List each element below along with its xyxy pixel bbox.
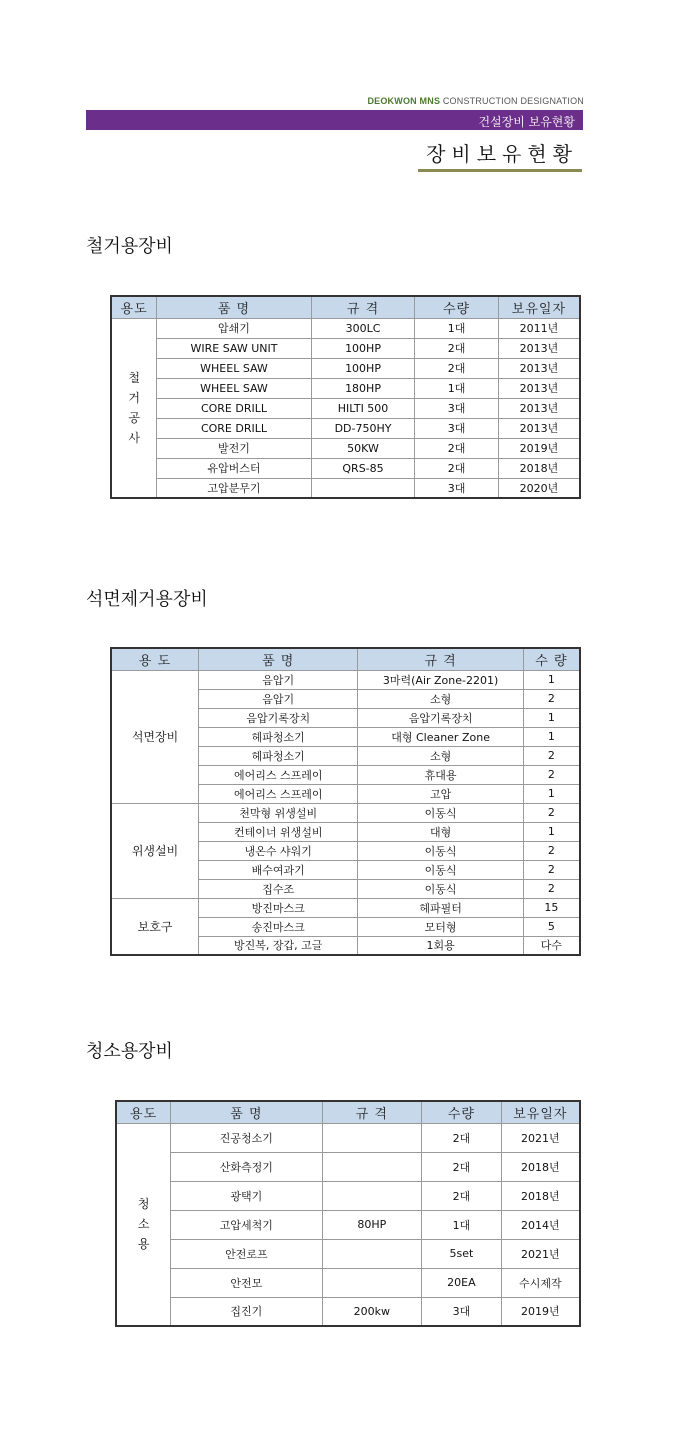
item-name: WHEEL SAW (157, 378, 311, 398)
item-spec: 200kw (322, 1297, 422, 1326)
item-date: 2013년 (498, 358, 580, 378)
item-date: 2018년 (498, 458, 580, 478)
item-qty: 3대 (415, 418, 498, 438)
item-spec: 3마력(Air Zone-2201) (358, 670, 523, 689)
item-date: 수시제작 (501, 1268, 580, 1297)
item-name: 고압분무기 (157, 478, 311, 498)
item-qty: 2 (523, 746, 580, 765)
item-name: 헤파청소기 (199, 746, 358, 765)
item-qty: 2대 (415, 358, 498, 378)
table-row (116, 1297, 580, 1326)
item-spec: 대형 Cleaner Zone (358, 727, 523, 746)
item-name: 안전모 (171, 1268, 322, 1297)
column-header: 품 명 (171, 1101, 322, 1123)
item-spec (322, 1152, 422, 1181)
column-header: 용도 (111, 296, 157, 318)
category-char: 공 (128, 410, 140, 425)
column-header: 보유일자 (501, 1101, 580, 1123)
item-date: 2021년 (501, 1239, 580, 1268)
page-title: 장비보유현황 (418, 138, 582, 172)
item-date: 2019년 (501, 1297, 580, 1326)
column-header: 용도 (116, 1101, 171, 1123)
item-spec: 100HP (311, 358, 415, 378)
item-name: 광택기 (171, 1181, 322, 1210)
item-spec: 180HP (311, 378, 415, 398)
item-spec: DD-750HY (311, 418, 415, 438)
category-cell (111, 318, 157, 498)
item-spec: 이동식 (358, 860, 523, 879)
item-spec (322, 1181, 422, 1210)
column-header: 보유일자 (498, 296, 580, 318)
table-row (116, 1268, 580, 1297)
category-cell: 석면장비 (111, 670, 199, 803)
item-date: 2018년 (501, 1152, 580, 1181)
column-header: 규 격 (311, 296, 415, 318)
brand-line (367, 96, 584, 106)
item-qty: 2 (523, 765, 580, 784)
table-header-row (111, 296, 580, 318)
table-header-row (111, 648, 580, 670)
item-qty: 2대 (422, 1123, 502, 1152)
item-name: 음압기록장치 (199, 708, 358, 727)
section-title-cleaning: 청소용장비 (86, 1041, 173, 1062)
item-spec: 1회용 (358, 936, 523, 955)
category-char: 청 (137, 1197, 150, 1212)
item-spec (322, 1268, 422, 1297)
item-spec: 이동식 (358, 803, 523, 822)
column-header: 수량 (415, 296, 498, 318)
section-title-demolition: 철거용장비 (86, 236, 173, 257)
item-date: 2011년 (498, 318, 580, 338)
item-spec: 음압기록장치 (358, 708, 523, 727)
item-qty: 다수 (523, 936, 580, 955)
item-name: 천막형 위생설비 (199, 803, 358, 822)
item-date: 2014년 (501, 1210, 580, 1239)
item-spec: 50KW (311, 438, 415, 458)
item-spec: 대형 (358, 822, 523, 841)
column-header: 수 량 (523, 648, 580, 670)
item-qty: 20EA (422, 1268, 502, 1297)
item-qty: 1 (523, 670, 580, 689)
category-char: 사 (128, 430, 140, 445)
item-name: WHEEL SAW (157, 358, 311, 378)
item-name: 에어리스 스프레이 (199, 765, 358, 784)
item-name: 집수조 (199, 879, 358, 898)
item-qty: 1 (523, 727, 580, 746)
table-row (116, 1123, 580, 1152)
category-cell: 위생설비 (111, 803, 199, 898)
item-spec: 100HP (311, 338, 415, 358)
item-spec: 모터형 (358, 917, 523, 936)
item-qty: 1대 (415, 318, 498, 338)
brand-tagline: CONSTRUCTION DESIGNATION (442, 96, 584, 106)
item-date: 2013년 (498, 398, 580, 418)
item-qty: 2 (523, 841, 580, 860)
item-qty: 1대 (415, 378, 498, 398)
table-row (111, 318, 580, 338)
item-spec: 휴대용 (358, 765, 523, 784)
item-qty: 2 (523, 689, 580, 708)
item-qty: 3대 (415, 478, 498, 498)
table-header-row (116, 1101, 580, 1123)
item-date: 2021년 (501, 1123, 580, 1152)
item-name: 방진마스크 (199, 898, 358, 917)
item-date: 2019년 (498, 438, 580, 458)
item-name: 헤파청소기 (199, 727, 358, 746)
item-date: 2013년 (498, 338, 580, 358)
item-name: 음압기 (199, 670, 358, 689)
item-date: 2013년 (498, 418, 580, 438)
item-name: 송진마스크 (199, 917, 358, 936)
table-row (111, 398, 580, 418)
column-header: 수량 (422, 1101, 502, 1123)
table-row (111, 803, 580, 822)
item-spec: 이동식 (358, 841, 523, 860)
item-qty: 1 (523, 822, 580, 841)
item-name: 음압기 (199, 689, 358, 708)
item-spec: 300LC (311, 318, 415, 338)
item-name: 에어리스 스프레이 (199, 784, 358, 803)
brand-name: DEOKWON MNS (367, 96, 441, 106)
item-qty: 2대 (415, 338, 498, 358)
item-qty: 1 (523, 784, 580, 803)
table-row (111, 358, 580, 378)
column-header: 규 격 (322, 1101, 422, 1123)
cleaning-equipment-table (115, 1100, 581, 1327)
table-row (116, 1239, 580, 1268)
item-name: CORE DRILL (157, 418, 311, 438)
item-name: 안전로프 (171, 1239, 322, 1268)
item-spec (311, 478, 415, 498)
item-qty: 2 (523, 803, 580, 822)
item-name: 방진복, 장갑, 고글 (199, 936, 358, 955)
item-name: 집진기 (171, 1297, 322, 1326)
item-spec: 고압 (358, 784, 523, 803)
item-spec: HILTI 500 (311, 398, 415, 418)
item-qty: 5 (523, 917, 580, 936)
column-header: 품 명 (157, 296, 311, 318)
category-char: 용 (137, 1237, 150, 1252)
item-name: 냉온수 샤워기 (199, 841, 358, 860)
brand-bar-label: 건설장비 보유현황 (478, 115, 575, 129)
table-row (111, 458, 580, 478)
item-date: 2020년 (498, 478, 580, 498)
item-spec: 이동식 (358, 879, 523, 898)
item-spec: 소형 (358, 746, 523, 765)
item-qty: 1 (523, 708, 580, 727)
category-char: 철 (128, 370, 140, 385)
table-row (111, 338, 580, 358)
item-spec (322, 1123, 422, 1152)
table-row (111, 670, 580, 689)
item-spec (322, 1239, 422, 1268)
table-row (111, 478, 580, 498)
brand-bar (86, 110, 583, 130)
table-row (116, 1210, 580, 1239)
table-row (111, 418, 580, 438)
item-qty: 2 (523, 860, 580, 879)
item-qty: 2대 (422, 1152, 502, 1181)
column-header: 용 도 (111, 648, 199, 670)
column-header: 규 격 (358, 648, 523, 670)
table-row (111, 438, 580, 458)
item-spec: QRS-85 (311, 458, 415, 478)
category-cell (116, 1123, 171, 1326)
item-spec: 소형 (358, 689, 523, 708)
item-date: 2013년 (498, 378, 580, 398)
category-cell: 보호구 (111, 898, 199, 955)
column-header: 품 명 (199, 648, 358, 670)
item-name: 배수여과기 (199, 860, 358, 879)
item-name: 진공청소기 (171, 1123, 322, 1152)
item-qty: 2대 (415, 438, 498, 458)
item-spec: 헤파필터 (358, 898, 523, 917)
item-name: 발전기 (157, 438, 311, 458)
item-qty: 2대 (422, 1181, 502, 1210)
item-name: 압쇄기 (157, 318, 311, 338)
demolition-equipment-table (110, 295, 581, 499)
category-char: 거 (128, 390, 140, 405)
item-qty: 3대 (422, 1297, 502, 1326)
item-name: 유압버스터 (157, 458, 311, 478)
item-spec: 80HP (322, 1210, 422, 1239)
item-qty: 2대 (415, 458, 498, 478)
item-qty: 3대 (415, 398, 498, 418)
table-row (116, 1181, 580, 1210)
item-qty: 1대 (422, 1210, 502, 1239)
item-name: 컨테이너 위생설비 (199, 822, 358, 841)
table-row (111, 378, 580, 398)
item-qty: 2 (523, 879, 580, 898)
item-qty: 5set (422, 1239, 502, 1268)
item-name: 고압세척기 (171, 1210, 322, 1239)
table-row (111, 898, 580, 917)
item-name: 산화측정기 (171, 1152, 322, 1181)
section-title-asbestos: 석면제거용장비 (86, 589, 208, 610)
asbestos-equipment-table (110, 647, 581, 956)
category-char: 소 (137, 1217, 150, 1232)
item-name: WIRE SAW UNIT (157, 338, 311, 358)
table-row (116, 1152, 580, 1181)
item-name: CORE DRILL (157, 398, 311, 418)
item-date: 2018년 (501, 1181, 580, 1210)
item-qty: 15 (523, 898, 580, 917)
